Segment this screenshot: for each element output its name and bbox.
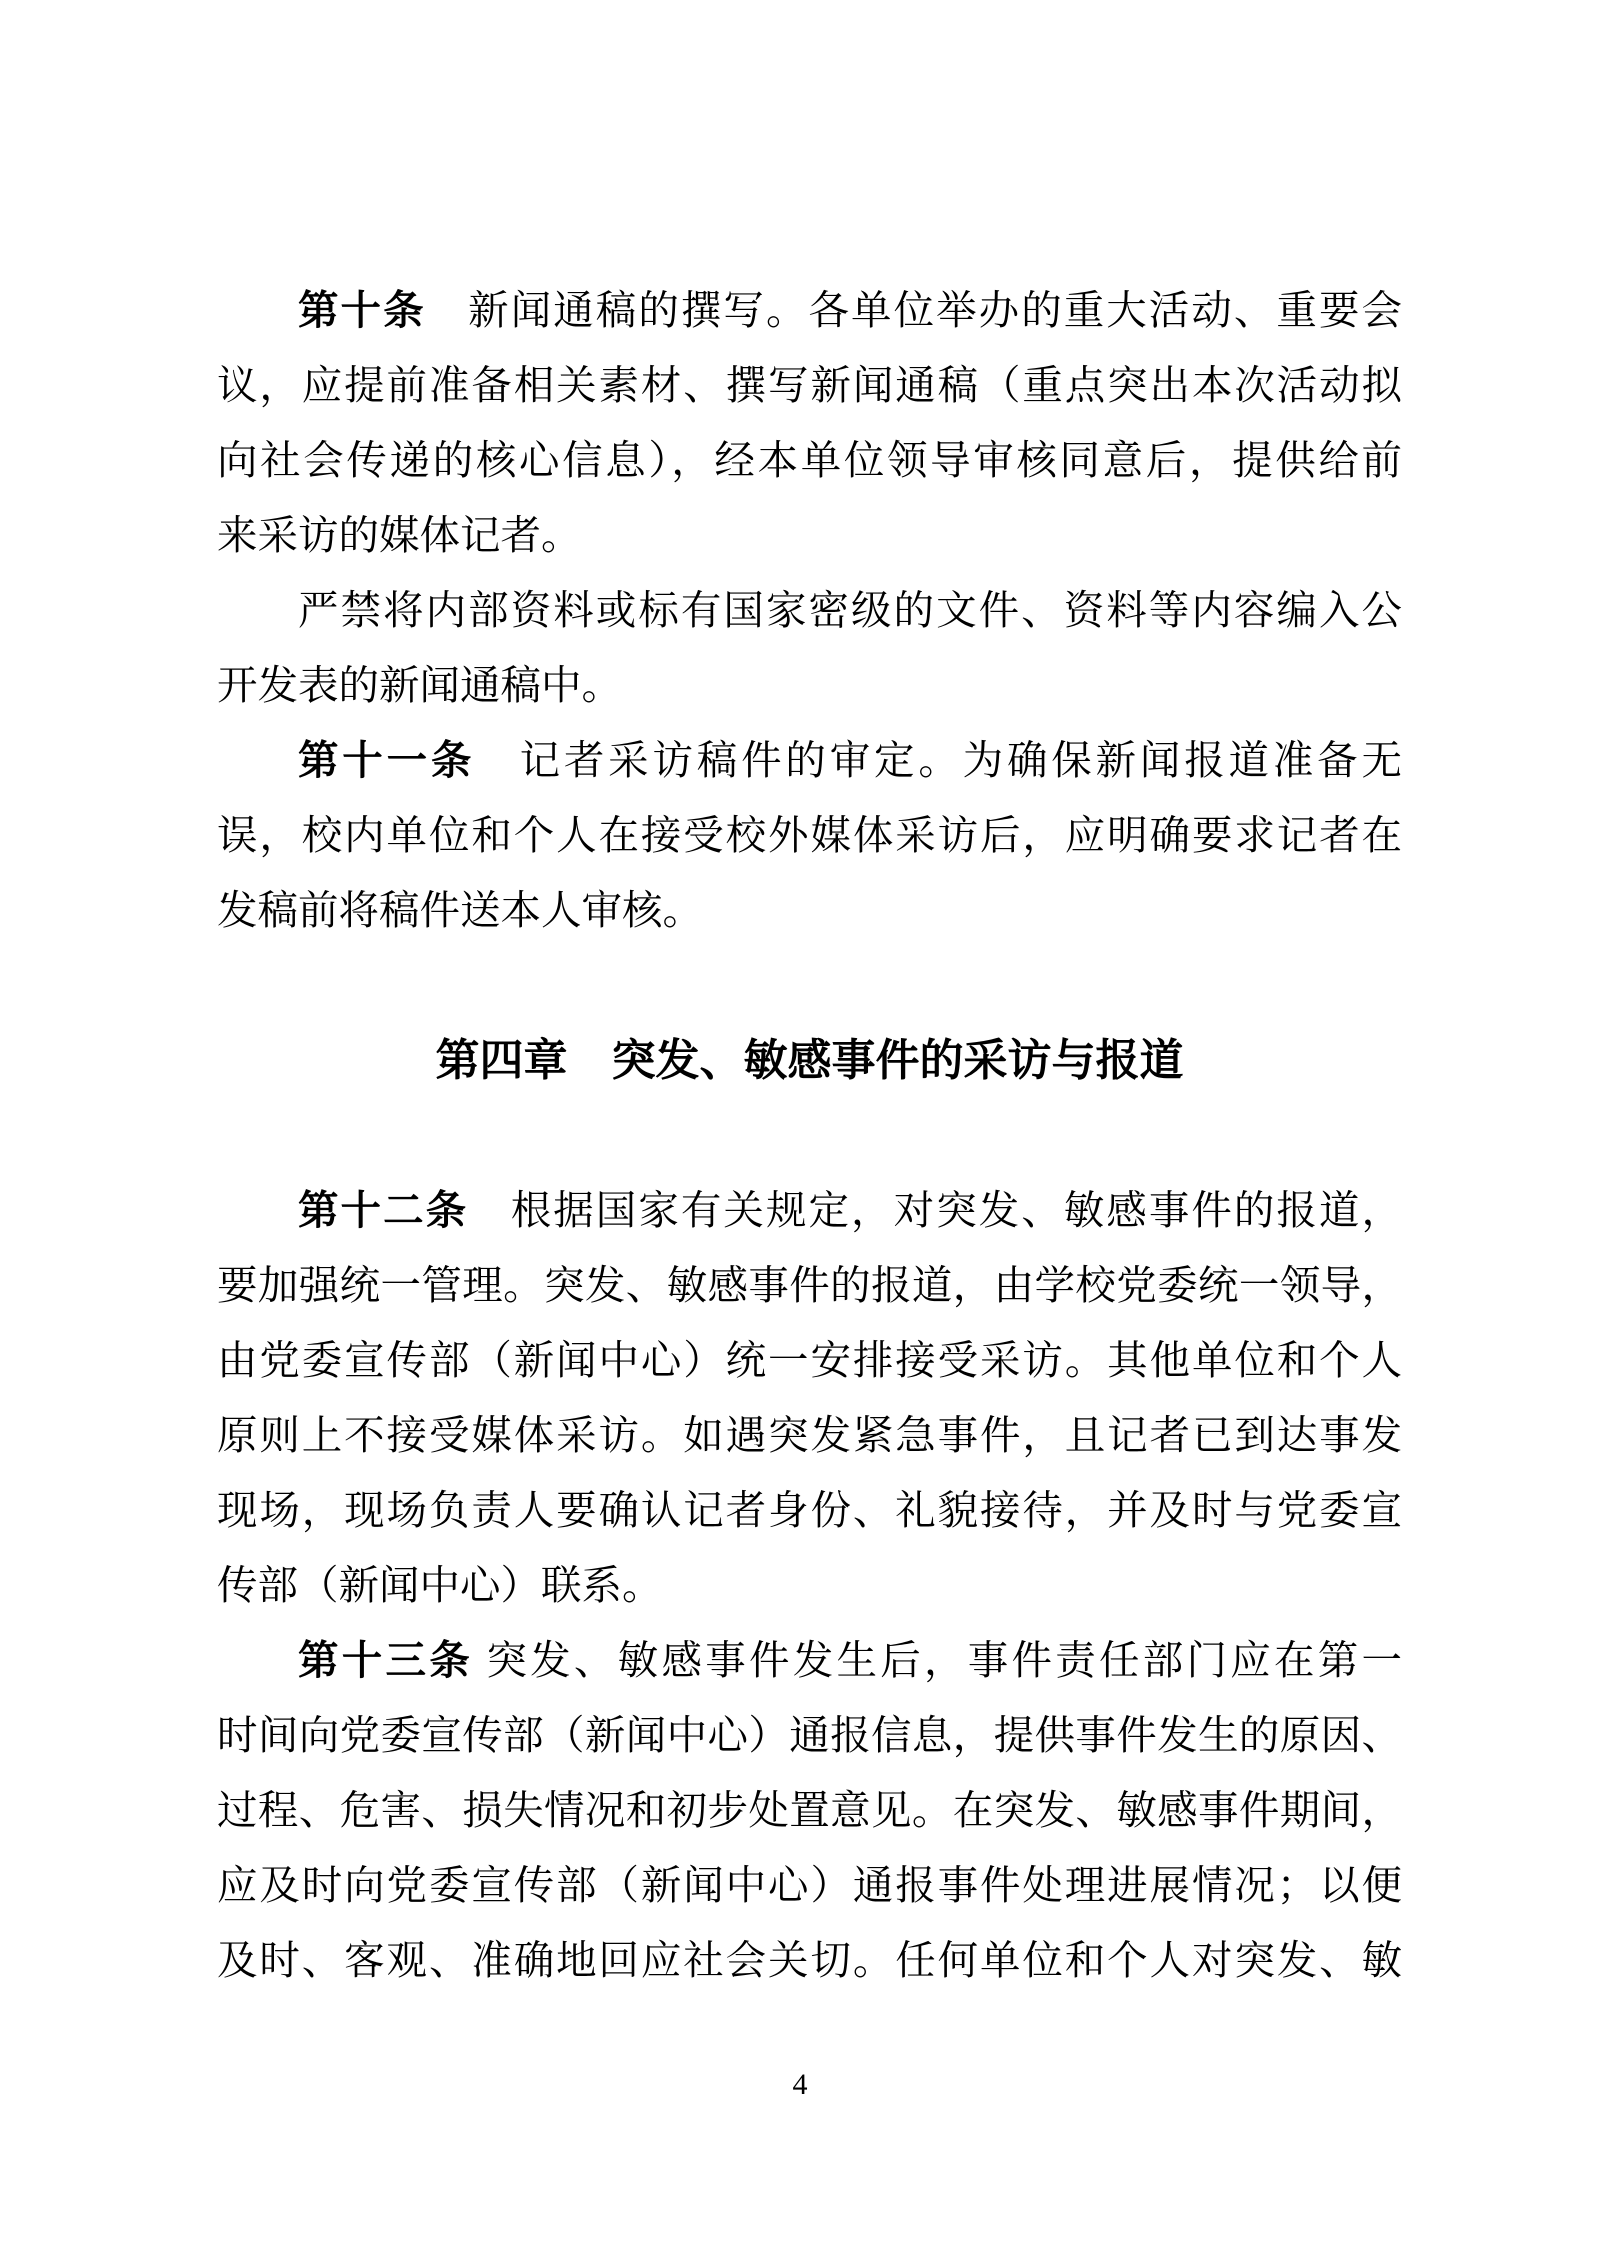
- text-line: 来采访的媒体记者。: [217, 513, 582, 558]
- paragraph-article-10: [217, 273, 1402, 573]
- text-line: 现场，现场负责人要确认记者身份、礼貌接待，并及时与党委宣: [217, 1488, 1402, 1533]
- chapter-heading: 第四章 突发、敏感事件的采访与报道: [435, 1036, 1184, 1085]
- line-text: 记者采访稿件的审定。为确保新闻报道准备无: [519, 738, 1402, 783]
- article-number-label: 第十二条: [298, 1187, 469, 1233]
- text-line: 原则上不接受媒体采访。如遇突发紧急事件，且记者已到达事发: [217, 1413, 1402, 1458]
- text-line: [217, 1173, 1402, 1248]
- article-number-label: 第十三条: [298, 1637, 474, 1683]
- article-number-label: 第十条: [298, 287, 426, 333]
- paragraph-article-11: [217, 723, 1402, 948]
- text-line: 发稿前将稿件送本人审核。: [217, 888, 703, 933]
- paragraph-article-13: [217, 1623, 1402, 1998]
- text-line: [217, 273, 1402, 348]
- text-line: 传部（新闻中心）联系。: [217, 1563, 663, 1608]
- text-line: [217, 573, 1402, 648]
- line-text: 新闻通稿的撰写。各单位举办的重大活动、重要会: [468, 288, 1403, 333]
- line-text: 根据国家有关规定，对突发、敏感事件的报道，: [510, 1188, 1403, 1233]
- text-line: 向社会传递的核心信息），经本单位领导审核同意后，提供给前: [217, 438, 1402, 483]
- term-separator: [473, 1638, 486, 1683]
- line-text: 突发、敏感事件发生后，事件责任部门应在第一: [486, 1638, 1403, 1683]
- term-separator: [475, 738, 519, 783]
- line-text: 严禁将内部资料或标有国家密级的文件、资料等内容编入公: [298, 588, 1402, 633]
- text-line: 误，校内单位和个人在接受校外媒体采访后，应明确要求记者在: [217, 813, 1402, 858]
- text-line: 时间向党委宣传部（新闻中心）通报信息，提供事件发生的原因、: [217, 1713, 1402, 1758]
- text-line: 要加强统一管理。突发、敏感事件的报道，由学校党委统一领导，: [217, 1263, 1402, 1308]
- term-separator: [468, 1188, 511, 1233]
- text-line: 开发表的新闻通稿中。: [217, 663, 622, 708]
- document-body: [217, 273, 1402, 1998]
- text-line: [217, 1623, 1402, 1698]
- text-line: 议，应提前准备相关素材、撰写新闻通稿（重点突出本次活动拟: [217, 363, 1402, 408]
- text-line: 由党委宣传部（新闻中心）统一安排接受采访。其他单位和个人: [217, 1338, 1402, 1383]
- text-line: 应及时向党委宣传部（新闻中心）通报事件处理进展情况；以便: [217, 1863, 1402, 1908]
- text-line: [217, 723, 1402, 798]
- paragraph-prohibition: [217, 573, 1402, 723]
- text-line: 过程、危害、损失情况和初步处置意见。在突发、敏感事件期间，: [217, 1788, 1402, 1833]
- term-separator: [426, 288, 469, 333]
- text-line: 及时、客观、准确地回应社会关切。任何单位和个人对突发、敏: [217, 1938, 1402, 1983]
- page-number: 4: [792, 2068, 808, 2101]
- paragraph-article-12: [217, 1173, 1402, 1623]
- article-number-label: 第十一条: [298, 737, 476, 783]
